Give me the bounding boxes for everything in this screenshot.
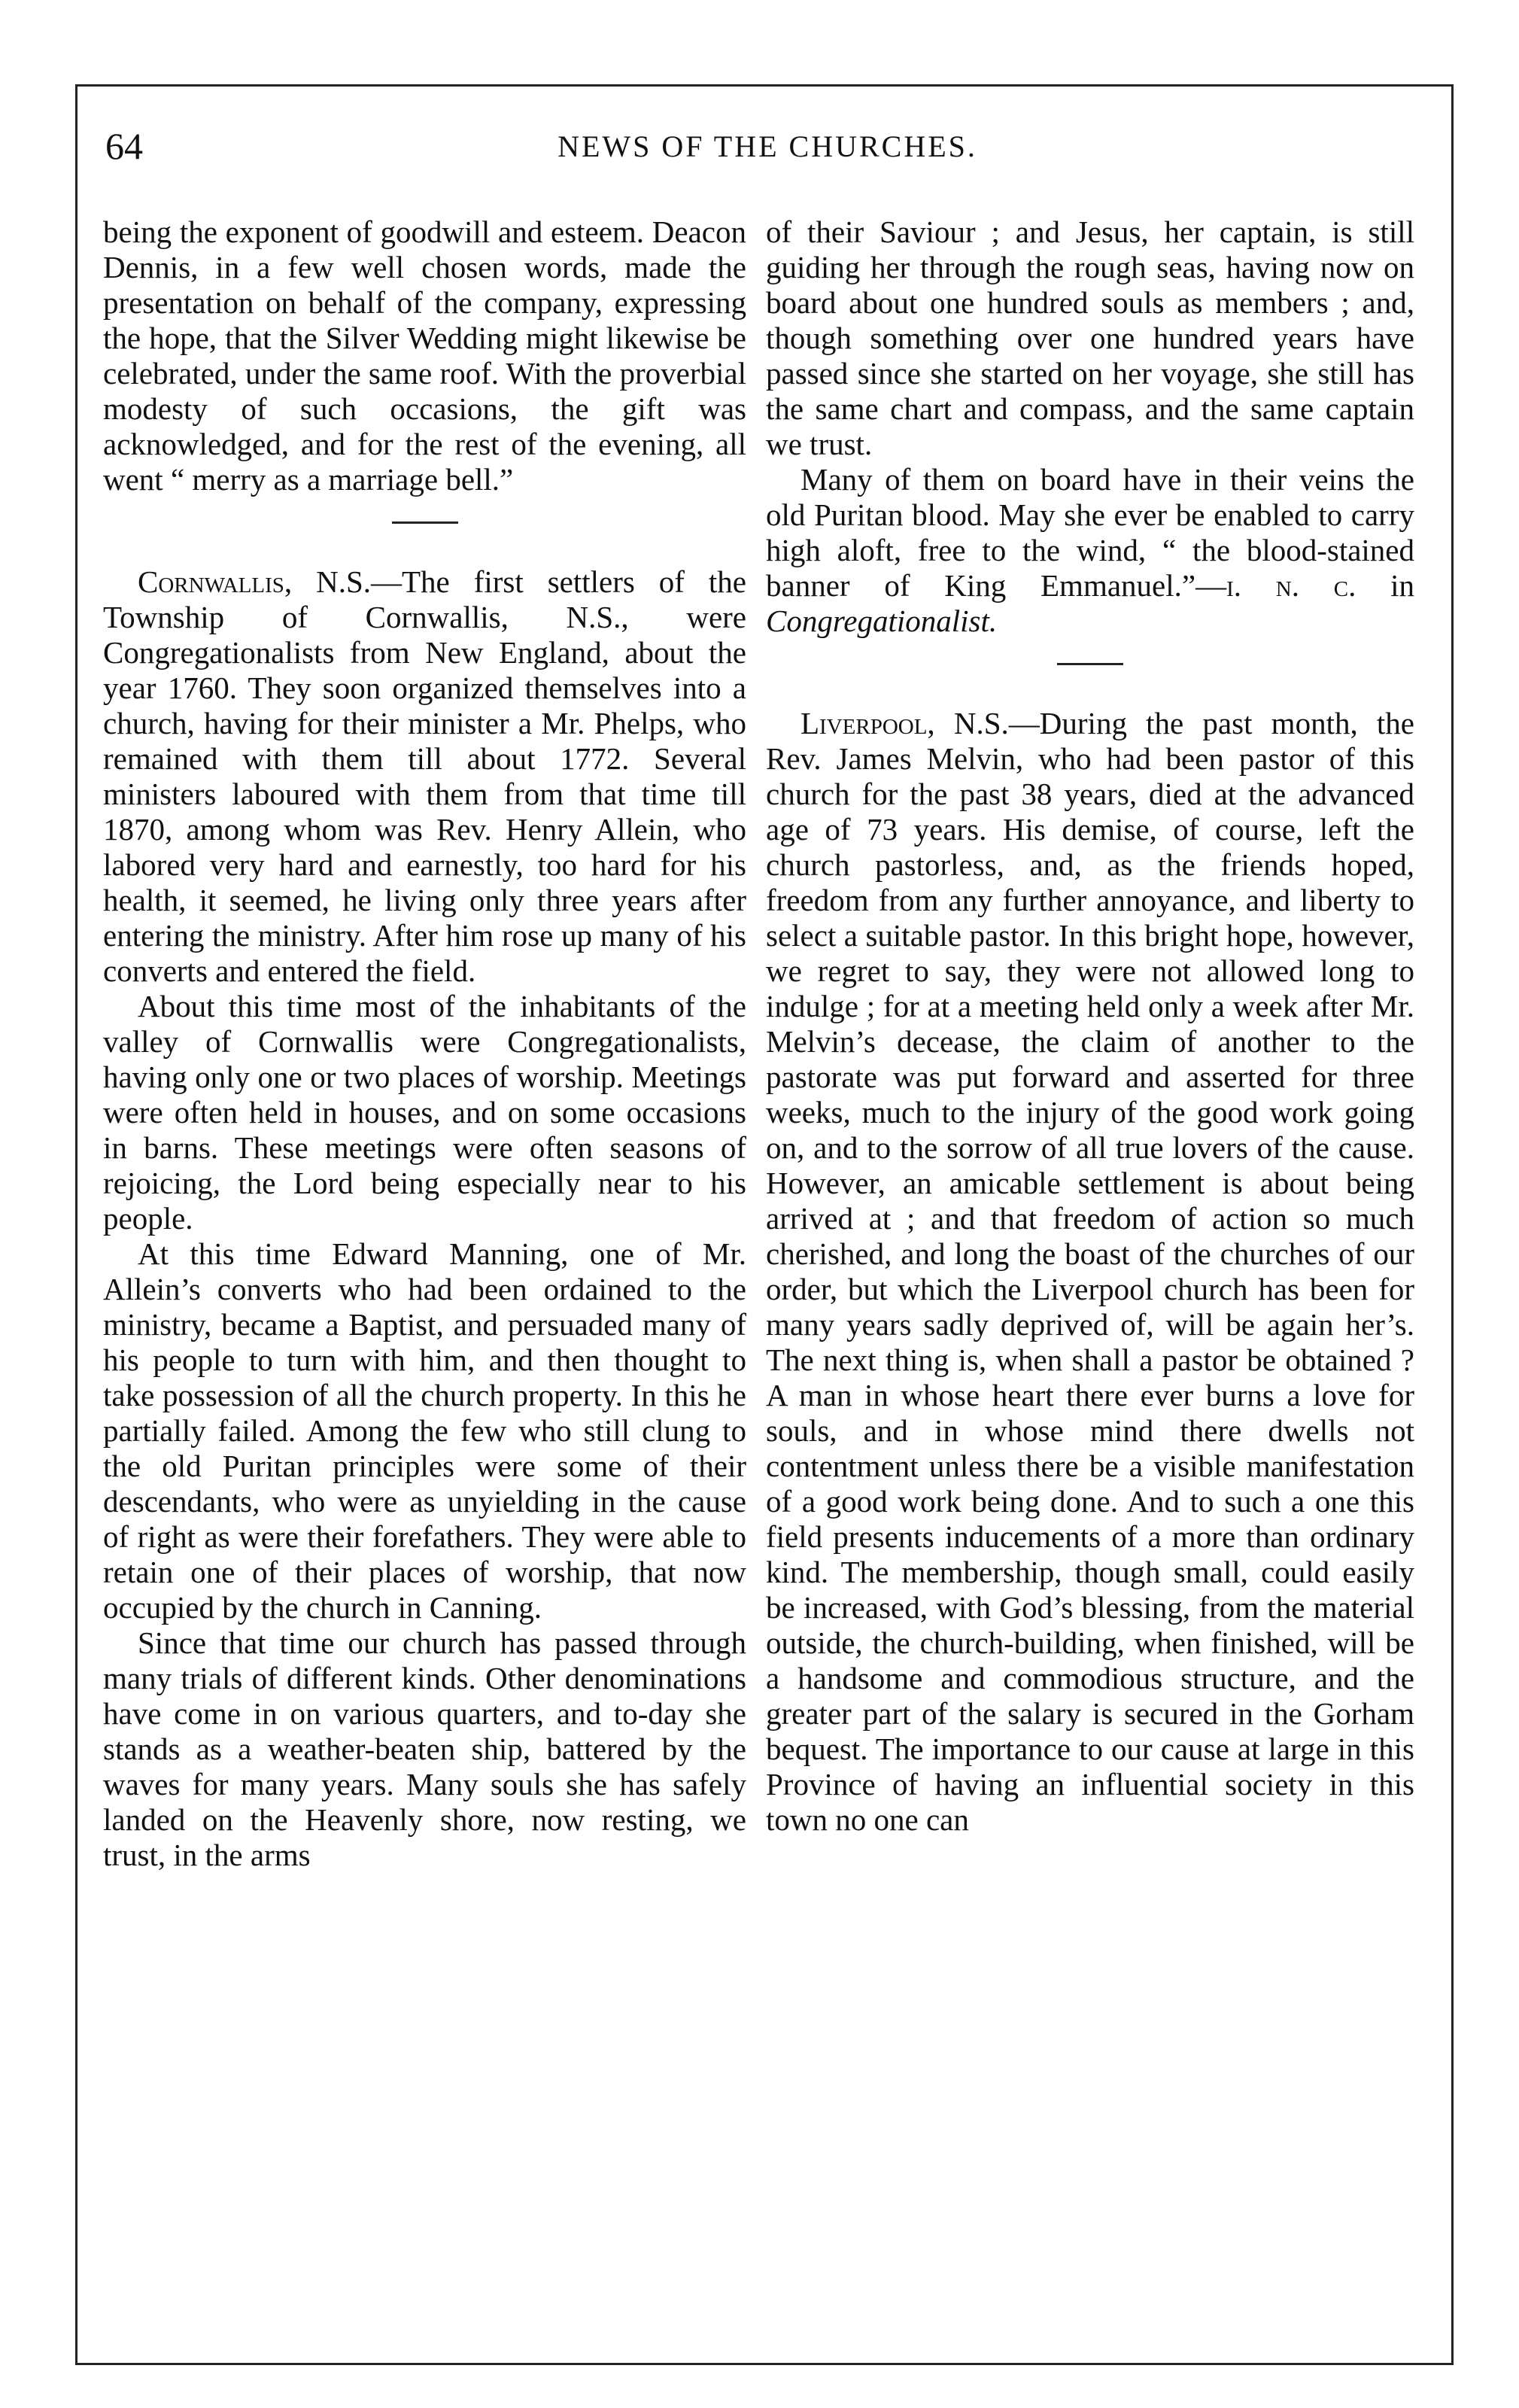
puritan-blood-text: Many of them on board have in their veins the old Puritan blood. May she ever be enabled to carry high aloft, free to the wind, “ the blood-stained banner of King Emmanuel.”— — [766, 462, 1414, 603]
paragraph-cornwallis-inhabitants: About this time most of the inhabitants of the valley of Cornwallis were Congregationalists, having only one or two places of worship. Meetings were often held in houses, and on some occasions in barns. These meetings were often seasons of rejoicing, the Lord being especially near to his people. — [103, 989, 746, 1236]
section-separator — [1057, 663, 1123, 665]
left-column — [103, 214, 746, 1873]
paragraph-church-trials: Since that time our church has passed through many trials of different kinds. Other denominations have come in on various quarters, and to-day she stands as a weather-beaten ship, battered by the waves for many years. Many souls she has safely landed on the Heavenly shore, now resting, we trust, in the arms — [103, 1625, 746, 1872]
page-frame-right-rule — [1451, 84, 1454, 2364]
section-separator — [392, 521, 458, 524]
source-prefix: in — [1356, 568, 1414, 603]
paragraph-edward-manning: At this time Edward Manning, one of Mr. Allein’s converts who had been ordained to the ministry, became a Baptist, and persuaded many of his people to turn with him, and then thought to take possession of all the church property. In this he partially failed. Among the few who still clung to the old Puritan principles were some of their descendants, who were as unyielding in the cause of right as were their forefathers. They were able to retain one of their places of worship, that now occupied by the church in Canning. — [103, 1236, 746, 1625]
paragraph-liverpool — [766, 706, 1414, 1838]
page-frame-left-rule — [75, 84, 77, 2364]
page-frame-top-rule — [75, 84, 1454, 87]
cornwallis-heading: Cornwallis, — [138, 564, 293, 599]
source-publication: Congregationalist. — [766, 604, 998, 638]
page-frame-bottom-rule — [75, 2363, 1454, 2365]
page-header — [105, 124, 1429, 177]
paragraph-puritan-blood — [766, 462, 1414, 639]
running-title: NEWS OF THE CHURCHES. — [557, 129, 977, 163]
paragraph-cornwallis-intro — [103, 564, 746, 989]
page-number: 64 — [105, 125, 143, 167]
right-column — [766, 214, 1414, 1838]
cornwallis-body: N.S.—The first settlers of the Township of Cornwallis, N.S., were Congregationalists from New England, about the year 1760. They soon organized themselves into a church, having for their minister a Mr. Phelps, who remained with them till about 1772. Several ministers laboured with them from that time till 1870, among whom was Rev. Henry Allein, who labored very hard and earnestly, too hard for his health, it seemed, he living only three years after entering the ministry. After him rose up many of his converts and entered the field. — [103, 564, 746, 988]
liverpool-heading: Liverpool, — [801, 706, 935, 740]
paragraph-silver-wedding-end: being the exponent of goodwill and esteem. Deacon Dennis, in a few well chosen words, made the presentation on behalf of the company, expressing the hope, that the Silver Wedding might likewise be celebrated, under the same roof. With the proverbial modesty of such occasions, the gift was acknowledged, and for the rest of the evening, all went “ merry as a marriage bell.” — [103, 214, 746, 497]
paragraph-saviour-continuation: of their Saviour ; and Jesus, her captain, is still guiding her through the rough seas, having now on board about one hundred souls as members ; and, though something over one hundred years have passed since she started on her voyage, she still has the same chart and compass, and the same captain we trust. — [766, 214, 1414, 461]
liverpool-body: N.S.—During the past month, the Rev. James Melvin, who had been pastor of this church for the past 38 years, died at the advanced age of 73 years. His demise, of course, left the church pastorless, and, as the friends hoped, freedom from any further annoyance, and liberty to select a suitable pastor. In this bright hope, however, we regret to say, they were not allowed long to indulge ; for at a meeting held only a week after Mr. Melvin’s decease, the claim of another to the pastorate was put forward and asserted for three weeks, much to the injury of the good work going on, and to the sorrow of all true lovers of the cause. However, an amicable settlement is about being arrived at ; and that freedom of action so much cherished, and long the boast of the churches of our order, but which the Liverpool church has been for many years sadly deprived of, will be again her’s. The next thing is, when shall a pastor be obtained ? A man in whose heart there ever burns a love for souls, and in whose mind there dwells not contentment unless there be a visible manifestation of a good work being done. And to such a one this field presents inducements of a more than ordinary kind. The membership, though small, could easily be increased, with God’s blessing, from the material outside, the church-building, when finished, will be a handsome and commodious structure, and the greater part of the salary is secured in the Gorham bequest. The importance to our cause at large in this Province of having an influential society in this town no one can — [766, 706, 1414, 1837]
author-initials: i. n. c. — [1226, 568, 1356, 603]
